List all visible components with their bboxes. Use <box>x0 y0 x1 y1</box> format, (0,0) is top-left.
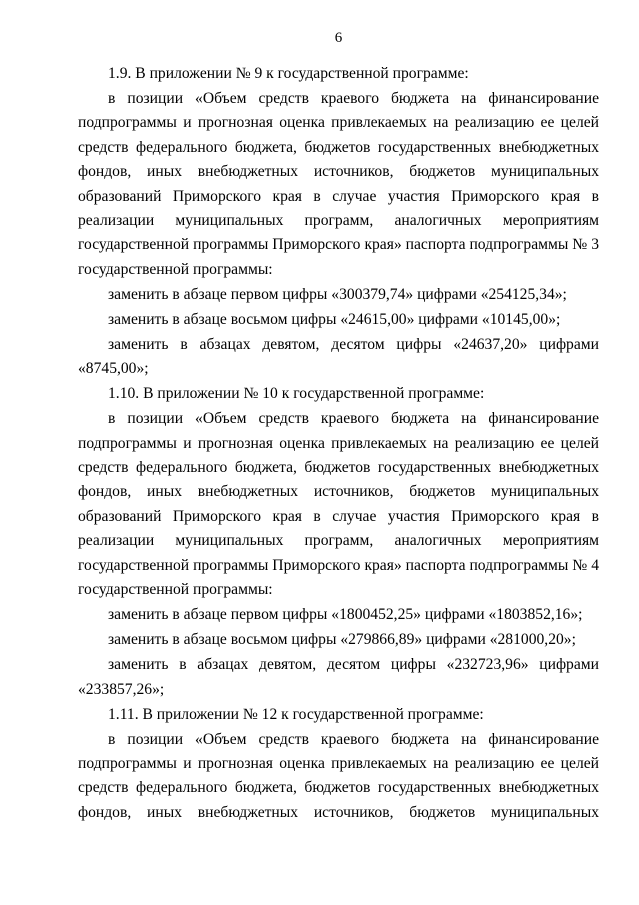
position-paragraph-1-10: в позиции «Объем средств краевого бюджета на финансирование подпрограммы и прогнозная оценка привлекаемых на реализацию ее целей средств федерального бюджета, бюджетов государственных внебюджетных фондов, иных внебюджетных источников, бюджетов муниципальных образований Приморского края в случае участия Приморского края в реализации муниципальных программ, аналогичных мероприятиям государственной программы Приморского края» паспорта подпрограммы № 4 государственной программы: <box>78 410 599 599</box>
section-heading-1-9: 1.9. В приложении № 9 к государственной программе: <box>108 65 469 82</box>
replacement-line: заменить в абзаце первом цифры «300379,74» цифрами «254125,34»; <box>108 285 567 303</box>
section-heading-1-11: 1.11. В приложении № 12 к государственной программе: <box>108 705 484 723</box>
position-paragraph-1-9: в позиции «Объем средств краевого бюджета на финансирование подпрограммы и прогнозная оценка привлекаемых на реализацию ее целей средств федерального бюджета, бюджетов государственных внебюджетных фондов, иных внебюджетных источников, бюджетов муниципальных образований Приморского края в случае участия Приморского края в реализации муниципальных программ, аналогичных мероприятиям государственной программы Приморского края» паспорта подпрограммы № 3 государственной программы: <box>78 90 599 278</box>
replacement-line: заменить в абзаце восьмом цифры «279866,89» цифрами «281000,20»; <box>108 631 576 649</box>
replacement-line: заменить в абзаце первом цифры «1800452,25» цифрами «1803852,16»; <box>108 606 583 624</box>
replacement-line: заменить в абзаце восьмом цифры «24615,00» цифрами «10145,00»; <box>108 310 561 328</box>
replacement-line: заменить в абзацах девятом, десятом цифры «24637,20» цифрами «8745,00»; <box>78 335 599 378</box>
position-paragraph-1-11: в позиции «Объем средств краевого бюджета на финансирование подпрограммы и прогнозная оценка привлекаемых на реализацию ее целей средств федерального бюджета, бюджетов государственных внебюджетных фондов, иных внебюджетных источников, бюджетов муниципальных <box>78 730 599 821</box>
replacement-line: заменить в абзацах девятом, десятом цифры «232723,96» цифрами «233857,26»; <box>78 656 599 698</box>
page-number: 6 <box>334 30 343 46</box>
section-heading-1-10: 1.10. В приложении № 10 к государственной программе: <box>108 385 485 403</box>
